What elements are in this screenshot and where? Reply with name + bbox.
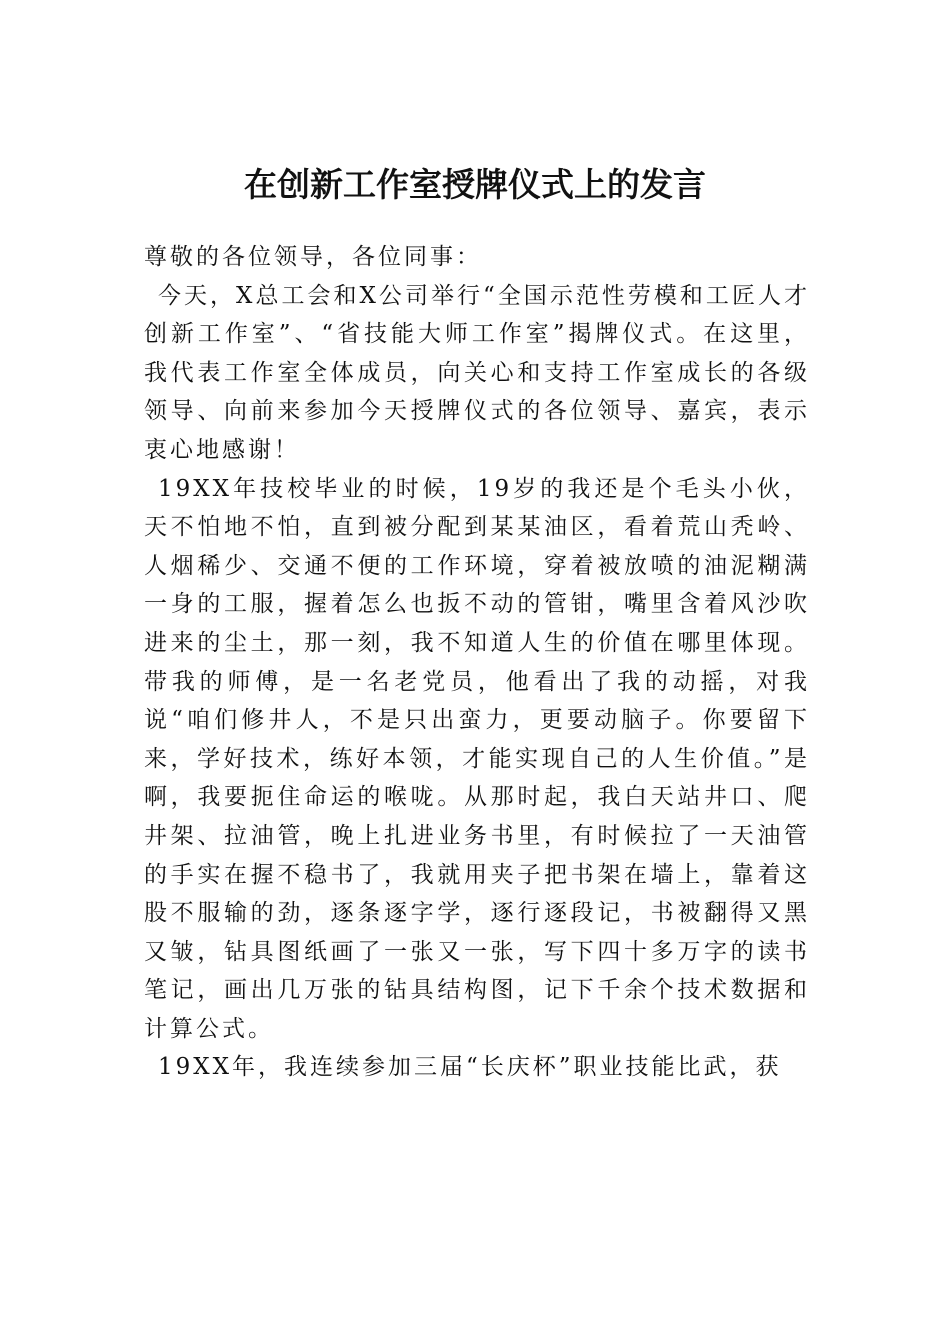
document-title: 在创新工作室授牌仪式上的发言 (244, 165, 706, 204)
document-body (144, 238, 810, 1087)
paragraph-1: 今天，X总工会和X公司举行“全国示范性劳模和工匠人才创新工作室”、“省技能大师工作室”揭牌仪式。在这里，我代表工作室全体成员，向关心和支持工作室成长的各级领导、向前来参加今天授牌仪式的各位领导、嘉宾，表示衷心地感谢！ (144, 282, 810, 463)
paragraph-3: 19XX年，我连续参加三届“长庆杯”职业技能比武，获 (158, 1054, 782, 1081)
salutation: 尊敬的各位领导，各位同事： (144, 244, 482, 270)
paragraph-2: 19XX年技校毕业的时候，19岁的我还是个毛头小伙，天不怕地不怕，直到被分配到某某油区，看着荒山秃岭、人烟稀少、交通不便的工作环境，穿着被放喷的油泥糊满一身的工服，握着怎么也扳不动的管钳，嘴里含着风沙吹进来的尘土，那一刻，我不知道人生的价值在哪里体现。带我的师傅，是一名老党员，他看出了我的动摇，对我说“咱们修井人，不是只出蛮力，更要动脑子。你要留下来，学好技术，练好本领，才能实现自己的人生价值。”是啊，我要扼住命运的喉咙。从那时起，我白天站井口、爬井架、拉油管，晚上扎进业务书里，有时候拉了一天油管的手实在握不稳书了，我就用夹子把书架在墙上，靠着这股不服输的劲，逐条逐字学，逐行逐段记，书被翻得又黑又皱，钻具图纸画了一张又一张，写下四十多万字的读书笔记，画出几万张的钻具结构图，记下千余个技术数据和计算公式。 (144, 475, 810, 1042)
